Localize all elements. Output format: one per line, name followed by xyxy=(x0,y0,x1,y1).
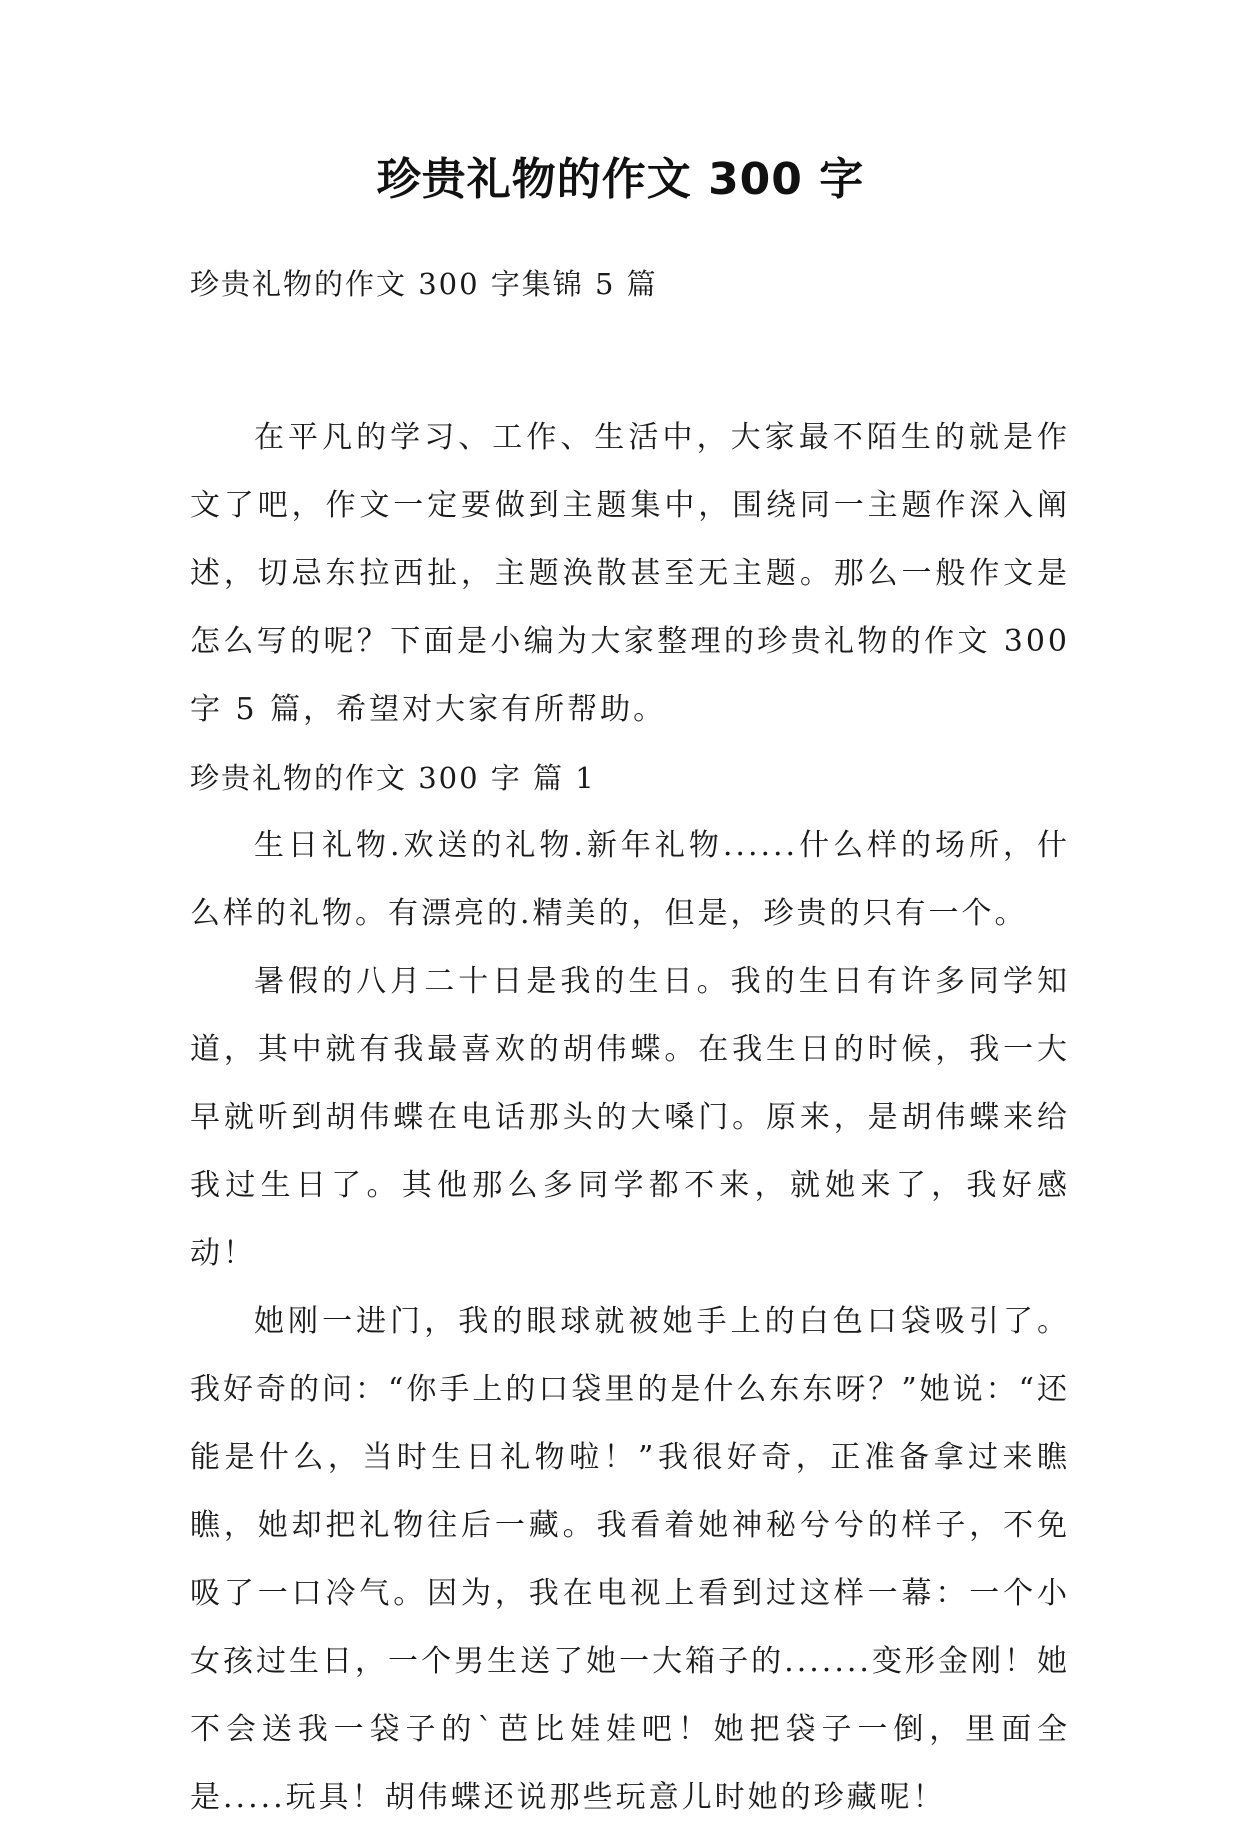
body-paragraph: 生日礼物.欢送的礼物.新年礼物......什么样的场所，什么样的礼物。有漂亮的.精美的，但是，珍贵的只有一个。 xyxy=(190,828,1070,931)
document-title: 珍贵礼物的作文 300 字 xyxy=(376,154,865,205)
document-subtitle: 珍贵礼物的作文 300 字集锦 5 篇 xyxy=(190,267,658,301)
intro-paragraph: 在平凡的学习、工作、生活中，大家最不陌生的就是作文了吧，作文一定要做到主题集中，围绕同一主题作深入阐述，切忌东拉西扯，主题涣散甚至无主题。那么一般作文是怎么写的呢？下面是小编为大家整理的珍贵礼物的作文 300 字 5 篇，希望对大家有所帮助。 xyxy=(190,420,1070,727)
body-paragraph: 她刚一进门，我的眼球就被她手上的白色口袋吸引了。我好奇的问：“你手上的口袋里的是什么东东呀？”她说：“还能是什么，当时生日礼物啦！”我很好奇，正准备拿过来瞧瞧，她却把礼物往后一藏。我看着她神秘兮兮的样子，不免吸了一口冷气。因为，我在电视上看到过这样一幕：一个小女孩过生日，一个男生送了她一大箱子的.......变形金刚！她不会送我一袋子的`芭比娃娃吧！她把袋子一倒，里面全是.....玩具！胡伟蝶还说那些玩意儿时她的珍藏呢！ xyxy=(190,1304,1071,1815)
body-paragraph: 暑假的八月二十日是我的生日。我的生日有许多同学知道，其中就有我最喜欢的胡伟蝶。在我生日的时候，我一大早就听到胡伟蝶在电话那头的大嗓门。原来，是胡伟蝶来给我过生日了。其他那么多同学都不来，就她来了，我好感动！ xyxy=(190,964,1070,1271)
document-body xyxy=(190,404,1070,1832)
section-heading: 珍贵礼物的作文 300 字 篇 1 xyxy=(190,761,596,795)
